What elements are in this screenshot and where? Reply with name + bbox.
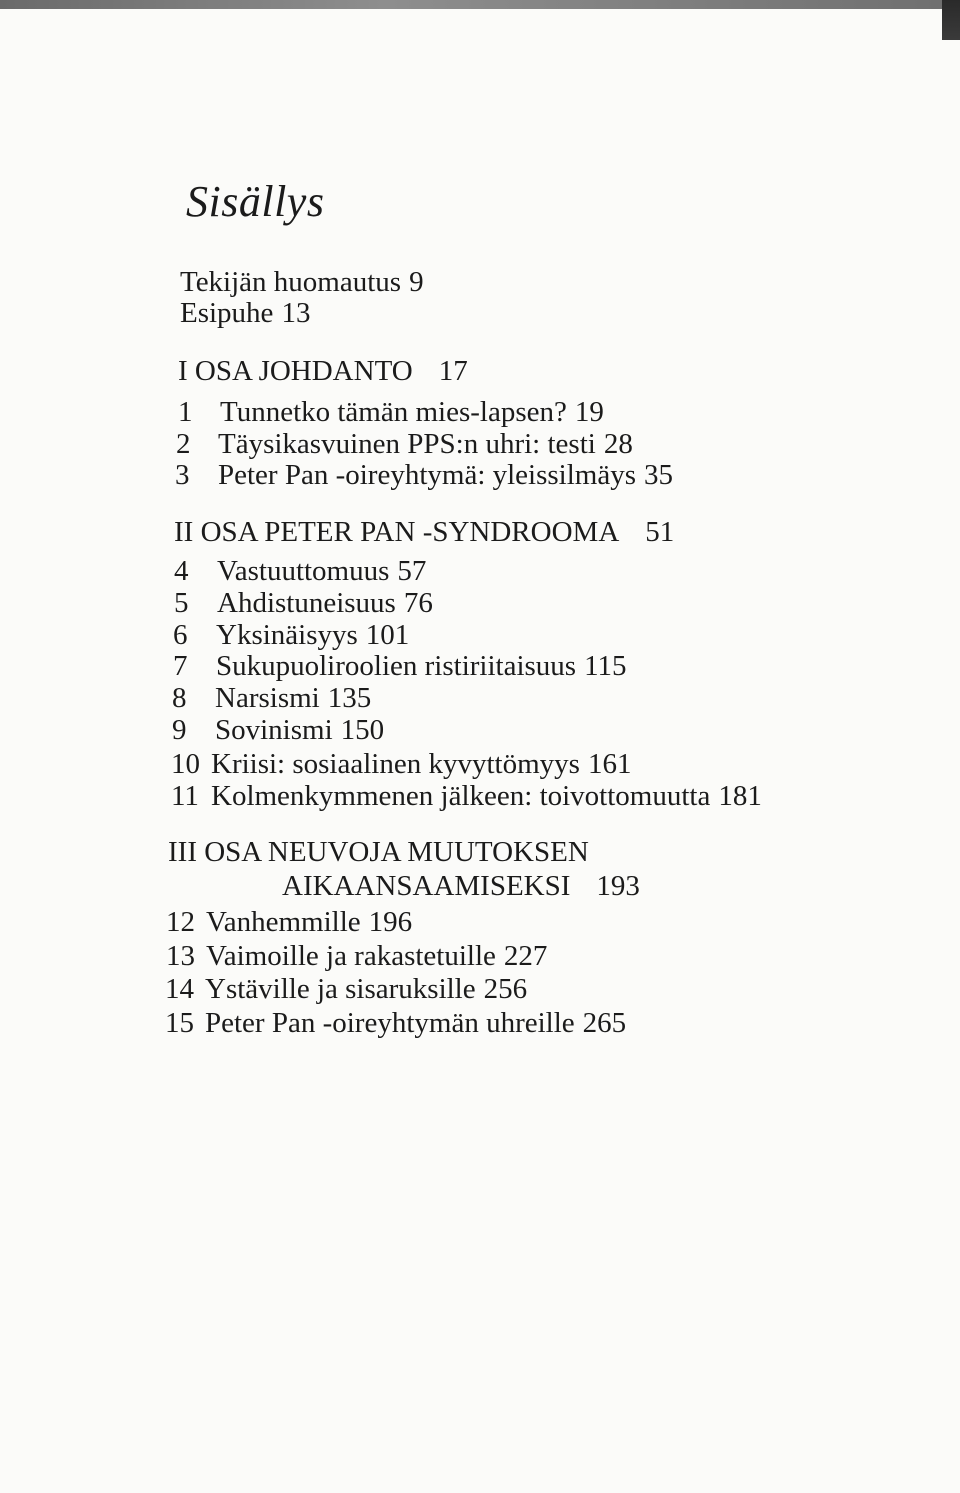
toc-chapter [174,589,433,618]
chapter-page: 196 [368,906,413,938]
chapter-page: 101 [365,619,410,651]
chapter-page: 161 [587,748,632,780]
chapter-number: 2 [176,428,191,460]
toc-chapter [178,398,604,427]
chapter-title: Ahdistuneisuus [217,587,396,619]
part-page: 193 [596,870,640,902]
page-title: Sisällys [186,177,325,226]
toc-entry-front [180,299,310,328]
part-heading-continued [282,872,640,901]
chapter-number: 9 [172,714,187,746]
toc-chapter [175,461,673,490]
chapter-number: 7 [173,650,188,682]
chapter-page: 135 [327,682,372,714]
chapter-number: 15 [165,1007,194,1039]
chapter-title: Peter Pan -oireyhtymän uhreille [205,1007,575,1039]
scan-corner-shadow [942,0,960,40]
chapter-number: 4 [174,555,189,587]
toc-chapter [172,684,371,713]
chapter-number: 12 [166,906,195,938]
chapter-page: 35 [644,459,674,491]
chapter-page: 57 [397,555,427,587]
toc-chapter [166,908,412,937]
entry-title: Tekijän huomautus [180,266,402,298]
part-page: 51 [645,516,675,548]
chapter-title: Sovinismi [215,714,333,746]
chapter-title: Narsismi [215,682,320,714]
chapter-number: 8 [172,682,187,714]
chapter-page: 115 [584,650,627,682]
chapter-page: 181 [718,780,762,812]
chapter-title: Vaimoille ja rakastetuille [206,940,496,972]
chapter-title: Kolmenkymmenen jälkeen: toivottomuutta [211,780,711,812]
toc-chapter [166,942,547,971]
chapter-title: Peter Pan -oireyhtymä: yleissilmäys [218,459,637,491]
part-title: II OSA PETER PAN -SYNDROOMA [174,516,620,548]
chapter-number: 11 [171,780,199,812]
chapter-title: Sukupuoliroolien ristiriitaisuus [216,650,577,682]
toc-chapter [165,975,527,1004]
part-heading [178,357,468,386]
scan-top-edge [0,0,960,9]
chapter-page: 28 [603,428,633,460]
chapter-page: 19 [574,396,604,428]
chapter-page: 227 [503,940,548,972]
chapter-number: 3 [175,459,190,491]
part-title: I OSA JOHDANTO [178,355,413,387]
chapter-title: Vastuuttomuus [217,555,390,587]
chapter-number: 13 [166,940,195,972]
toc-chapter [171,750,631,779]
chapter-page: 150 [340,714,385,746]
chapter-title: Vanhemmille [206,906,361,938]
part-heading [168,838,589,867]
toc-chapter [172,716,384,745]
toc-chapter [173,652,627,681]
chapter-title: Tunnetko tämän mies-lapsen? [220,396,567,428]
chapter-number: 1 [178,396,193,428]
toc-chapter [165,1009,626,1038]
chapter-number: 10 [171,748,200,780]
chapter-number: 6 [173,619,188,651]
toc-chapter [173,621,409,650]
part-title: III OSA NEUVOJA MUUTOKSEN [168,836,589,868]
chapter-number: 5 [174,587,189,619]
toc-chapter [171,782,762,811]
chapter-title: Ystäville ja sisaruksille [205,973,476,1005]
chapter-page: 256 [483,973,528,1005]
toc-chapter [176,430,633,459]
chapter-page: 265 [582,1007,627,1039]
toc-entry-front [180,268,424,297]
chapter-title: Yksinäisyys [216,619,358,651]
entry-title: Esipuhe [180,297,274,329]
chapter-title: Kriisi: sosiaalinen kyvyttömyys [211,748,580,780]
chapter-title: Täysikasvuinen PPS:n uhri: testi [218,428,596,460]
part-heading [174,518,674,547]
part-title-line2: AIKAANSAAMISEKSI [282,870,571,902]
toc-chapter [174,557,426,586]
chapter-number: 14 [165,973,194,1005]
chapter-page: 76 [403,587,433,619]
entry-page: 13 [281,297,311,329]
part-page: 17 [438,355,468,387]
entry-page: 9 [409,266,424,298]
